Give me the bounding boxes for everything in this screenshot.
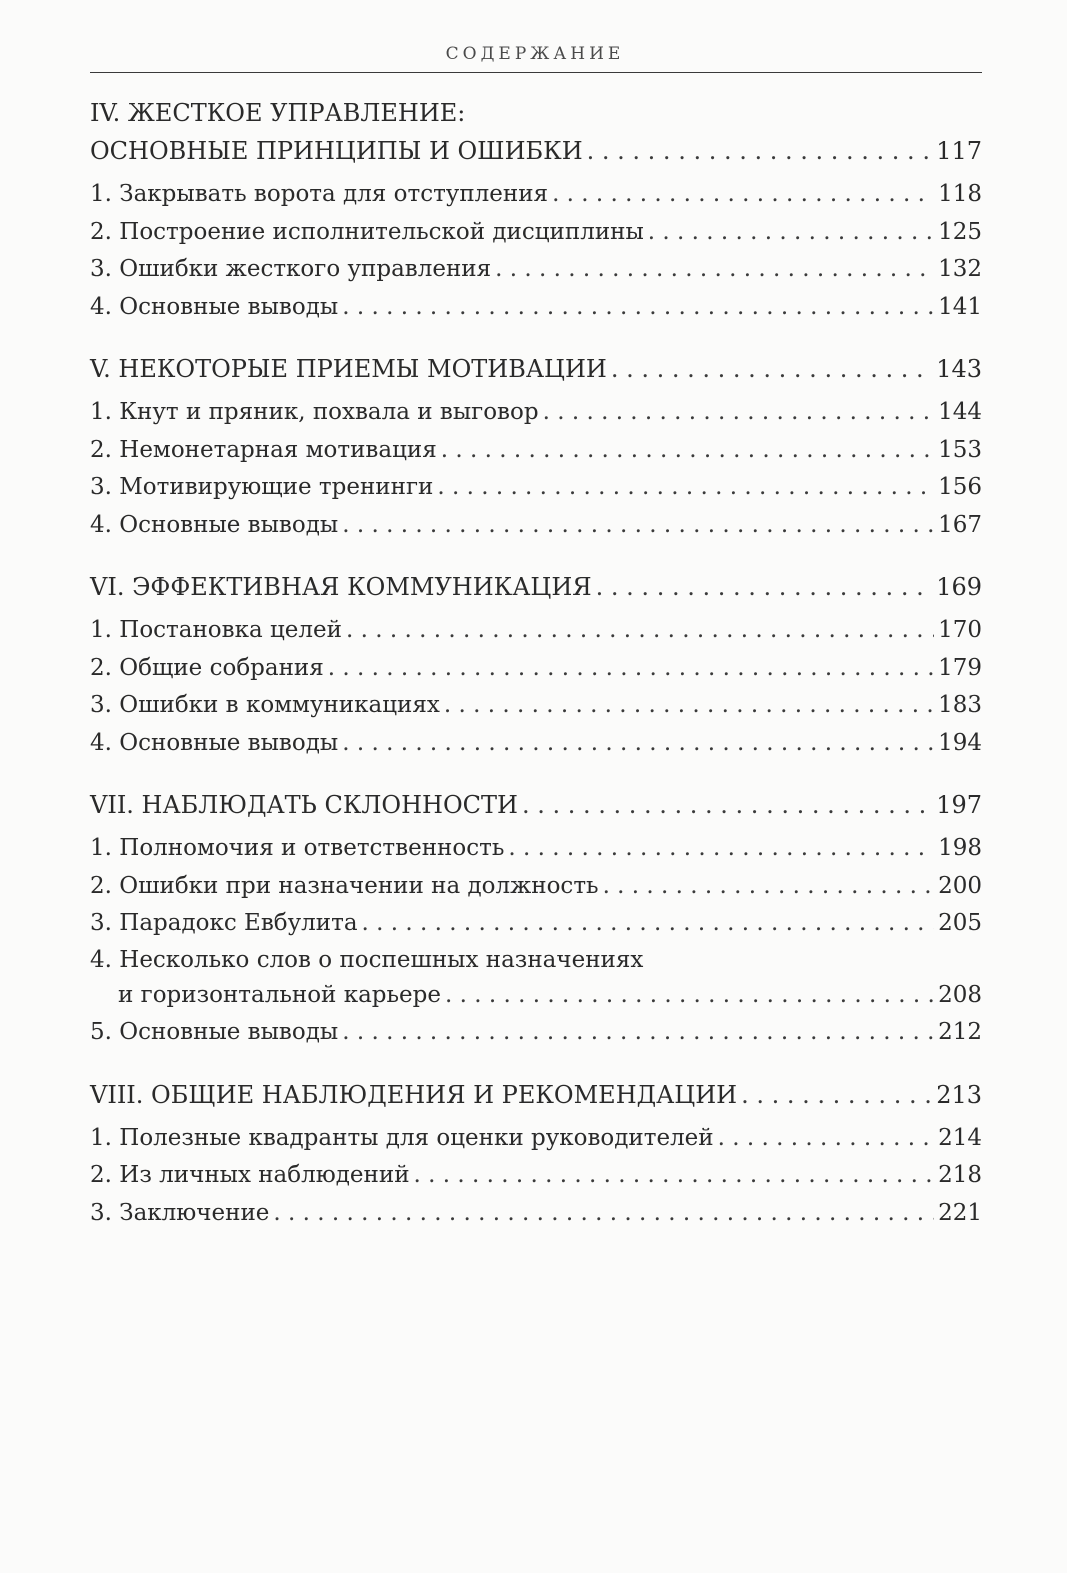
chapter-title: VII. НАБЛЮДАТЬ СКЛОННОСТИ: [90, 791, 518, 819]
chapter-viii: [90, 1076, 982, 1233]
section-entry[interactable]: [90, 394, 982, 432]
section-title: 4. Основные выводы: [90, 293, 339, 320]
page-number: 179: [938, 654, 982, 681]
section-list: [90, 176, 982, 326]
page-number: 169: [936, 573, 982, 601]
chapter-entry[interactable]: [90, 132, 982, 170]
section-list: [90, 1120, 982, 1233]
header-rule: [90, 72, 982, 73]
page-number: 153: [938, 436, 982, 463]
chapter-title: V. НЕКОТОРЫЕ ПРИЕМЫ МОТИВАЦИИ: [90, 355, 607, 383]
dot-leader: [342, 289, 934, 327]
dot-leader: [328, 650, 934, 688]
section-entry[interactable]: [90, 830, 982, 868]
dot-leader: [342, 1014, 934, 1052]
chapter-title: IV. ЖЕСТКОЕ УПРАВЛЕНИЕ:: [90, 99, 466, 127]
chapter-entry[interactable]: [90, 568, 982, 606]
page-number: 221: [938, 1199, 982, 1226]
section-entry[interactable]: [90, 469, 982, 507]
dot-leader: [342, 507, 934, 545]
page-number: 118: [938, 181, 982, 207]
section-entry[interactable]: [90, 507, 982, 545]
section-entry[interactable]: [90, 905, 982, 943]
section-entry[interactable]: [90, 687, 982, 725]
section-entry[interactable]: [90, 432, 982, 470]
dot-leader: [445, 977, 934, 1015]
page-number: 214: [938, 1124, 982, 1151]
section-entry[interactable]: [90, 251, 982, 289]
dot-leader: [342, 725, 934, 763]
section-title: 2. Построение исполнительской дисциплины: [90, 218, 644, 245]
section-title: 3. Мотивирующие тренинги: [90, 474, 434, 500]
page-number: 183: [938, 692, 982, 718]
section-entry[interactable]: [90, 868, 982, 906]
section-title: 1. Полезные квадранты для оценки руководителей: [90, 1124, 714, 1151]
page-number: 117: [936, 137, 982, 165]
page-number: 218: [938, 1162, 982, 1188]
dot-leader: [414, 1157, 935, 1195]
dot-leader: [587, 132, 933, 170]
dot-leader: [596, 568, 933, 606]
page-number: 125: [938, 218, 982, 245]
page-number: 143: [936, 355, 982, 383]
dot-leader: [441, 432, 934, 470]
section-title: 3. Парадокс Евбулита: [90, 910, 358, 936]
dot-leader: [603, 868, 935, 906]
dot-leader: [552, 176, 934, 214]
page-number: 194: [938, 729, 982, 756]
page-number: 167: [938, 511, 982, 538]
page-number: 156: [938, 474, 982, 500]
section-title: 3. Ошибки в коммуникациях: [90, 692, 440, 718]
chapter-title: VIII. ОБЩИЕ НАБЛЮДЕНИЯ И РЕКОМЕНДАЦИИ: [90, 1080, 738, 1109]
section-entry[interactable]: [90, 612, 982, 650]
chapter-v: [90, 350, 982, 544]
page-number: 208: [938, 981, 982, 1008]
chapter-entry[interactable]: [90, 350, 982, 388]
chapter-title: VI. ЭФФЕКТИВНАЯ КОММУНИКАЦИЯ: [90, 573, 592, 601]
section-title: 1. Полномочия и ответственность: [90, 835, 505, 861]
dot-leader: [522, 786, 932, 824]
section-title: 5. Основные выводы: [90, 1019, 339, 1045]
section-list: [90, 394, 982, 544]
page-number: 144: [938, 399, 982, 425]
section-title: 2. Немонетарная мотивация: [90, 436, 437, 463]
chapter-vi: [90, 568, 982, 762]
section-entry[interactable]: [90, 1195, 982, 1233]
dot-leader: [718, 1120, 934, 1158]
section-title: 4. Несколько слов о поспешных назначениях: [90, 946, 644, 973]
table-of-contents: [90, 94, 982, 1256]
dot-leader: [648, 214, 934, 252]
dot-leader: [437, 469, 934, 507]
page-number: 197: [936, 791, 982, 819]
dot-leader: [611, 350, 932, 388]
chapter-entry[interactable]: [90, 1076, 982, 1114]
dot-leader: [741, 1076, 932, 1114]
section-entry-first-line[interactable]: [90, 943, 982, 977]
section-title: 2. Общие собрания: [90, 654, 324, 681]
section-entry[interactable]: [90, 725, 982, 763]
section-title: 1. Кнут и пряник, похвала и выговор: [90, 399, 539, 425]
section-entry[interactable]: [90, 176, 982, 214]
dot-leader: [362, 905, 935, 943]
chapter-title: ОСНОВНЫЕ ПРИНЦИПЫ И ОШИБКИ: [90, 137, 583, 165]
section-title: 3. Заключение: [90, 1199, 270, 1226]
chapter-vii: [90, 786, 982, 1052]
dot-leader: [543, 394, 935, 432]
section-title-continued: и горизонтальной карьере: [118, 981, 441, 1008]
section-entry[interactable]: [90, 1120, 982, 1158]
section-entry[interactable]: [90, 214, 982, 252]
page-number: 170: [938, 617, 982, 643]
section-list: [90, 612, 982, 762]
section-entry[interactable]: [90, 977, 982, 1015]
section-entry[interactable]: [90, 289, 982, 327]
section-entry[interactable]: [90, 1014, 982, 1052]
section-title: 4. Основные выводы: [90, 729, 339, 756]
page-number: 205: [938, 910, 982, 936]
chapter-entry[interactable]: [90, 786, 982, 824]
section-title: 1. Закрывать ворота для отступления: [90, 181, 549, 207]
page-number: 141: [938, 293, 982, 320]
page-number: 132: [938, 256, 982, 282]
section-entry[interactable]: [90, 1157, 982, 1195]
page-number: 213: [936, 1080, 982, 1109]
section-list: [90, 830, 982, 1052]
page-number: 212: [938, 1019, 982, 1045]
section-title: 4. Основные выводы: [90, 511, 339, 538]
dot-leader: [346, 612, 934, 650]
page-number: 198: [938, 835, 982, 861]
dot-leader: [508, 830, 934, 868]
dot-leader: [495, 251, 934, 289]
section-title: 1. Постановка целей: [90, 617, 342, 643]
running-head: СОДЕРЖАНИЕ: [445, 44, 625, 64]
section-entry[interactable]: [90, 650, 982, 688]
section-title: 2. Из личных наблюдений: [90, 1162, 410, 1188]
chapter-iv: [90, 94, 982, 326]
page-number: 200: [938, 872, 982, 899]
dot-leader: [444, 687, 934, 725]
section-title: 3. Ошибки жесткого управления: [90, 256, 492, 282]
dot-leader: [273, 1195, 934, 1233]
section-title: 2. Ошибки при назначении на должность: [90, 872, 599, 899]
